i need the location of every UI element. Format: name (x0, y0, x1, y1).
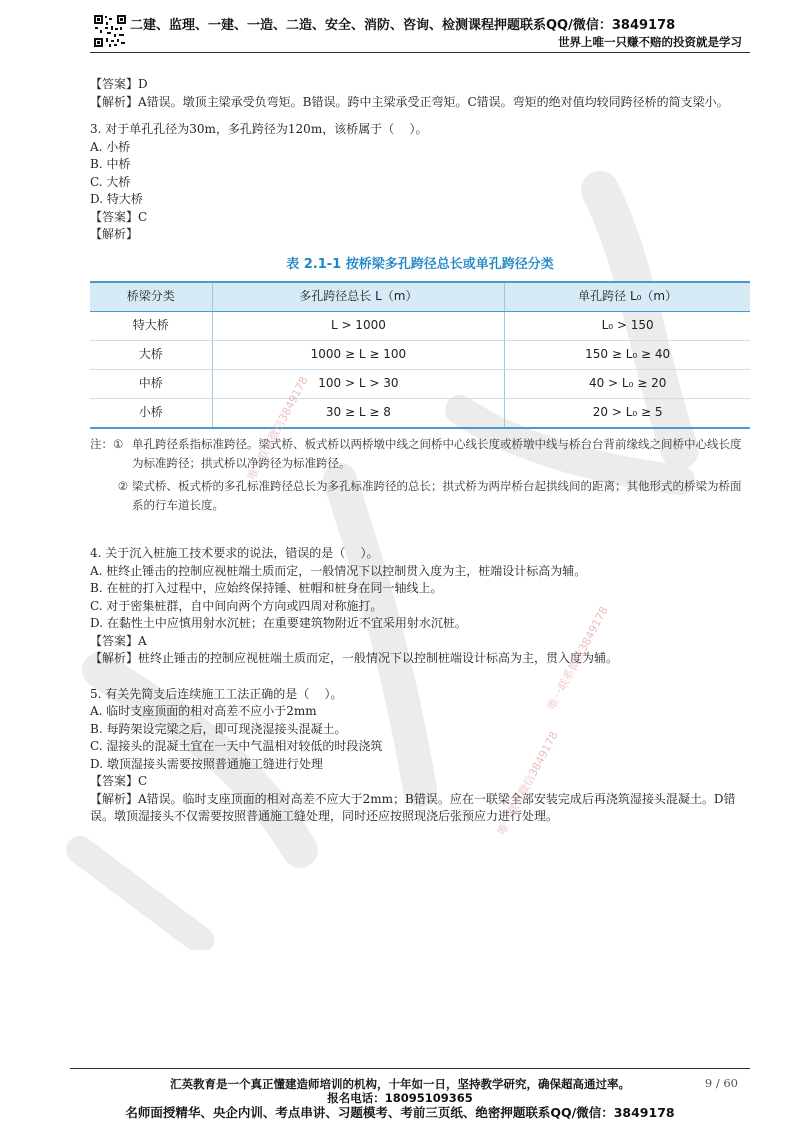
q4-stem: 4. 关于沉入桩施工技术要求的说法，错误的是（ ）。 (90, 546, 379, 560)
table-cell: 特大桥 (90, 312, 212, 341)
q5-answer: 【答案】C (90, 774, 148, 788)
footer-contact-line: 名师面授精华、央企内训、考点串讲、习题模考、考前三页纸、绝密押题联系QQ/微信：3849178 (125, 1105, 675, 1120)
table-cell: 30 ≥ L ≥ 8 (212, 399, 505, 429)
bridge-classification-table-block (90, 256, 750, 516)
note-1-text: 单孔跨径系指标准跨径。梁式桥、板式桥以两桥墩中线之间桥中心线长度或桥墩中线与桥台台背前缘线之间桥中心线长度为标准跨径；拱式桥以净跨径为标准跨径。 (132, 437, 742, 470)
q4-option-c: C. 对于密集桩群，自中间向两个方向或四周对称施打。 (90, 598, 383, 613)
table-row (90, 399, 750, 429)
q4-option-b: B. 在桩的打入过程中，应始终保持锤、桩帽和桩身在同一轴线上。 (90, 581, 443, 595)
q4-option-a: A. 桩终止锤击的控制应视桩端土质而定，一般情况下以控制贯入度为主，桩端设计标高为辅。 (90, 563, 587, 578)
q2-answer: 【答案】D (90, 77, 148, 91)
note-1-label: 注：① (90, 437, 124, 451)
table-cell: 150 ≥ L₀ ≥ 40 (505, 341, 750, 370)
table-header-cell: 多孔跨径总长 L（m） (212, 282, 505, 312)
watermark-text: 唯一联系微信3849178 (545, 604, 611, 713)
footer-divider (70, 1068, 750, 1069)
q4-option-d: D. 在黏性土中应慎用射水沉桩；在重要建筑物附近不宜采用射水沉桩。 (90, 616, 467, 630)
table-cell: 小桥 (90, 399, 212, 429)
table-title: 表 2.1-1 按桥梁多孔跨径总长或单孔跨径分类 (286, 256, 554, 272)
header-slogan: 世界上唯一只赚不赔的投资就是学习 (558, 35, 742, 49)
q5-option-b: B. 每跨架设完梁之后，即可现浇湿接头混凝土。 (90, 721, 347, 736)
table-cell: L > 1000 (212, 312, 505, 341)
q3-answer: 【答案】C (90, 209, 148, 224)
q4-answer: 【答案】A (90, 633, 147, 648)
header-contact-line: 二建、监理、一建、一造、二造、安全、消防、咨询、检测课程押题联系QQ/微信：3849178 (130, 18, 676, 33)
header-divider (90, 52, 750, 53)
q5-option-d: D. 墩顶湿接头需要按照普通施工缝进行处理 (90, 756, 323, 771)
watermark-text: 唯一联系微信3849178 (495, 729, 561, 838)
table-cell: 100 > L > 30 (212, 370, 505, 399)
footer-phone: 报名电话：18095109365 (327, 1091, 473, 1105)
q4-analysis: 【解析】桩终止锤击的控制应视桩端土质而定，一般情况下以控制桩端设计标高为主，贯入度为辅。 (90, 651, 619, 665)
q3-option-d: D. 特大桥 (90, 192, 143, 206)
table-cell: L₀ > 150 (505, 312, 750, 341)
table-cell: 中桥 (90, 370, 212, 399)
table-row (90, 370, 750, 399)
watermark-text: 唯一联系微信3849178 (245, 374, 311, 483)
table-row (90, 341, 750, 370)
q5-option-c: C. 湿接头的混凝土宜在一天中气温相对较低的时段浇筑 (90, 739, 383, 753)
page-number: 9 / 60 (704, 1076, 738, 1090)
footer-slogan: 汇英教育是一个真正懂建造师培训的机构，十年如一日，坚持教学研究，确保超高通过率。 (170, 1077, 630, 1091)
q3-option-a: A. 小桥 (90, 139, 131, 154)
table-cell: 20 > L₀ ≥ 5 (505, 399, 750, 429)
q3-option-c: C. 大桥 (90, 174, 131, 189)
q3-stem: 3. 对于单孔孔径为30m，多孔跨径为120m，该桥属于（ ）。 (90, 122, 428, 136)
table-cell: 40 > L₀ ≥ 20 (505, 370, 750, 399)
q2-analysis: 【解析】A错误。墩顶主梁承受负弯矩。B错误。跨中主梁承受正弯矩。C错误。弯矩的绝对值均较同跨径桥的简支梁小。 (90, 94, 729, 109)
q3-option-b: B. 中桥 (90, 157, 131, 171)
note-2-label: ② (117, 479, 128, 493)
table-notes (90, 435, 750, 515)
table-header-row (90, 282, 750, 312)
table-cell: 1000 ≥ L ≥ 100 (212, 341, 505, 370)
table-header-cell: 单孔跨径 L₀（m） (505, 282, 750, 312)
table-row (90, 312, 750, 341)
q5-analysis: 【解析】A错误。临时支座顶面的相对高差不应大于2mm；B错误。应在一联梁全部安装完成后再浇筑湿接头混凝土。D错误。墩顶湿接头不仅需要按照普通施工缝处理，同时还应按照现浇后张预应力进行处理。 (90, 791, 736, 823)
q5-option-a: A. 临时支座顶面的相对高差不应小于2mm (90, 704, 317, 718)
table-cell: 大桥 (90, 341, 212, 370)
table-header-cell: 桥梁分类 (90, 282, 212, 312)
q5-stem: 5. 有关先简支后连续施工工法正确的是（ ）。 (90, 686, 343, 701)
bridge-classification-table (90, 281, 750, 429)
qr-code-icon (93, 14, 127, 48)
note-2-text: 梁式桥、板式桥的多孔标准跨径总长为多孔标准跨径的总长；拱式桥为两岸桥台起拱线间的距离；其他形式的桥梁为桥面系的行车道长度。 (132, 479, 742, 512)
q3-analysis: 【解析】 (90, 227, 139, 241)
document-body (90, 76, 750, 826)
